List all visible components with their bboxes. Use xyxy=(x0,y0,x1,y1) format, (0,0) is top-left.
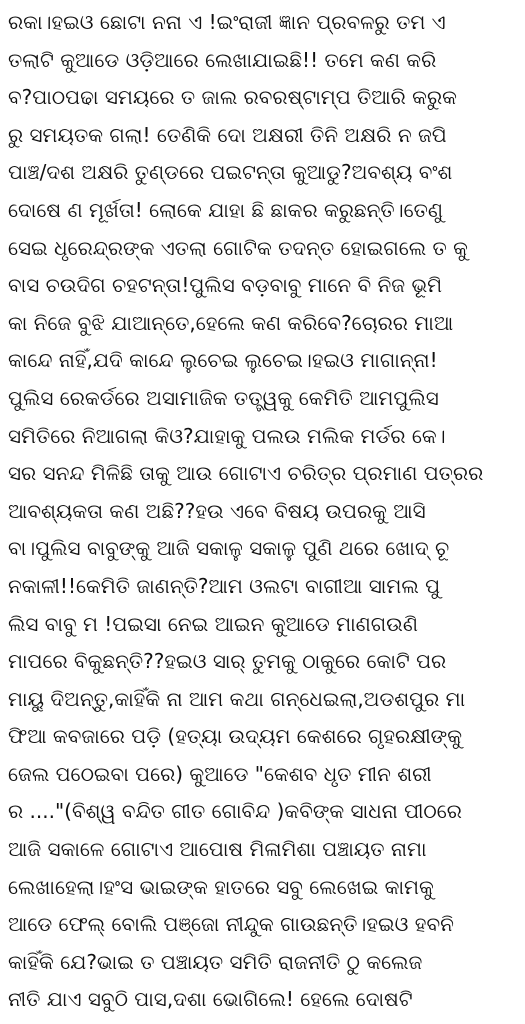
text-line-7: ସେଇ ଧୃରେନ୍ଦ୍ରଙ୍କ ଏତଲା ଗୋଟିକ ତଦନ୍ତ ହୋଇଗଲେ ତ କୁ xyxy=(8,235,468,260)
text-line-14: ଆବଶ୍ୟକତା କଣ ଅଛି??ହଉ ଏବେ ବିଷୟ ଉପରକୁ ଆସି xyxy=(8,498,426,523)
text-line-4: ରୁ ସମୟତକ ଗଲା! ତେଣିକି ଦୋ ଅକ୍ଷରୀ ତିନି ଅକ୍ଷରି ନ ଜପି xyxy=(8,122,447,147)
text-line-26: କାହିଁକି ଯେ?ଭାଇ ତ ପଞ୍ଚାୟତ ସମିତି ରାଜନୀତି ଠୁ କଲେଜ xyxy=(8,949,423,974)
text-line-17: ଲିସ ବାବୁ ମ !ପଇସା ନେଇ ଆଇନ କୁଆଡେ ମାଣଗଉଣି xyxy=(8,611,418,636)
text-line-27: ନୀତି ଯାଏ ସବୁଠି ପାସ,ଦଶା ଭୋଗିଲେ! ହେଲେ ଦୋଷଟି xyxy=(8,987,413,1012)
text-line-12: ସମିତିରେ ନିଆଗଲା କିଓ?ଯାହାକୁ ପଲଉ ମଲିକ ମର୍ଡର କେ। xyxy=(8,423,446,448)
text-line-25: ଆଡେ ଫେଲ୍ ବୋଲି ପଞ୍ଜୋ ନୀନ୍ଦୁକ ଗାଉଛନ୍ତି।ହଇଓ ହବନି xyxy=(8,912,454,937)
text-line-11: ପୁଲିସ ରେକର୍ଡରେ ଅସାମାଜିକ ତତ୍ତ୍ୱକୁ କେମିତି ଆମପୁଲିସ xyxy=(8,385,439,410)
post-text xyxy=(8,0,520,1019)
text-line-15: ବା।ପୁଲିସ ବାବୁଙ୍କୁ ଆଜି ସକାଳୁ ସକାଳୁ ପୁଣି ଥରେ ଖୋଦ୍ ଚୂ xyxy=(8,536,450,561)
text-line-8: ବାସ ଚଉଦିଗ ଚହଟନ୍ତା!ପୁଲିସ ବଡ଼ବାବୁ ମାନେ ବି ନିଜ ଭୂମି xyxy=(8,273,443,298)
text-line-23: ଆଜି ସକାଳେ ଗୋଟାଏ ଆପୋଷ ମିଳାମିଶା ପଞ୍ଚାୟତ ନାମା xyxy=(8,837,427,862)
text-line-21: ଜେଲ ପଠେଇବା ପରେ) କୁଆଡେ "କେଶବ ଧୃତ ମୀନ ଶରୀ xyxy=(8,761,432,786)
text-line-10: କାନ୍ଦେ ନାହିଁ,ଯଦି କାନ୍ଦେ ଲୁଚେଇ ଲୁଚେଇ।ହଇଓ ମାଗାନ୍ନା! xyxy=(8,348,438,373)
text-line-20: ଫିଆ କବଜାରେ ପଡ଼ି (ହତ୍ୟା ଉଦ୍ୟମ କେଶରେ ଗୃହରକ୍ଷୀଙ୍କୁ xyxy=(8,724,463,749)
text-line-19: ମାୟୁ ଦିଅନ୍ତୁ,କାହିଁକି ନା ଆମ କଥା ଗନ୍ଧେଇଲା,ଅଡଶପୁର ମା xyxy=(8,686,466,711)
text-line-16: ନକାଳୀ!!କେମିତି ଜାଣନ୍ତି?ଆମ ଓଲଟା ବାଗୀଆ ସାମଲ ପୁ xyxy=(8,573,441,598)
text-line-1: ରକା।ହଇଓ ଛୋଟା ନନା ଏ !ଇଂରାଜୀ ଜ୍ଞାନ ପ୍ରବଳରୁ ତମ ଏ xyxy=(8,10,446,34)
text-line-2: ତଲାଟି କୁଆଡେ ଓଡ଼ିଆରେ ଲେଖାଯାଇଛି!! ତମେ କଣ କରି xyxy=(8,47,437,72)
text-line-24: ଲେଖାହେଲା।ହଂସ ଭାଇଙ୍କ ହାତରେ ସବୁ ଲେଖେଇ କାମକୁ xyxy=(8,874,434,899)
text-line-22: ର ...."(ବିଶ୍ୱ ବନ୍ଦିତ ଗୀତ ଗୋବିନ୍ଦ )କବିଙ୍କ ସାଧନା ପୀଠରେ xyxy=(8,799,462,824)
text-line-3: ବ?ପାଠପଢା ସମୟରେ ତ ଜାଲ ରବରଷ୍ଟାମ୍ପ ତିଆରି କରୁକ xyxy=(8,85,457,110)
text-line-5: ପାଞ୍ଚ/ଦଶ ଅକ୍ଷରି ତୁଣ୍ଡରେ ପଇଟନ୍ତା କୁଆଡୁ?ଅବଶ୍ୟ ବଂଶ xyxy=(8,160,453,185)
text-line-9: କା ନିଜେ ବୁଝି ଯାଆନ୍ତେ,ହେଲେ କଣ କରିବେ?ଚୋରର ମାଆ xyxy=(8,310,454,335)
text-line-6: ଦୋଷେ ଣ ମୂର୍ଖତା! ଲୋକେ ଯାହା ଛି ଛାକର କରୁଛନ୍ତି।ତେଣୁ xyxy=(8,197,444,222)
text-line-13: ସର ସନନ୍ଦ ମିଳିଛି ତାକୁ ଆଉ ଗୋଟାଏ ଚରିତ୍ର ପ୍ରମାଣ ପତ୍ରର xyxy=(8,461,484,486)
text-line-18: ମାପରେ ବିକୁଛନ୍ତି??ହଇଓ ସାର୍ ତୁମକୁ ଠାକୁରେ କୋଟି ପର xyxy=(8,649,447,674)
